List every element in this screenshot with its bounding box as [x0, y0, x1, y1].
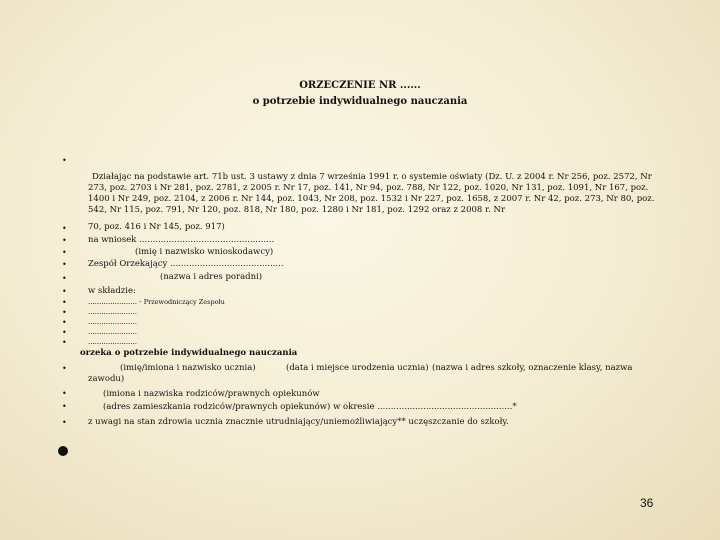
- bullet: •: [62, 156, 67, 165]
- member-line: ......................: [88, 308, 137, 316]
- bullet: •: [62, 248, 67, 257]
- member-line: ......................: [88, 338, 137, 346]
- composition-label: w składzie:: [88, 286, 136, 296]
- address-caption: (adres zamieszkania rodziców/prawnych opiekunów) w okresie ..................................................*: [103, 402, 517, 412]
- member-line: ...................... - Przewodniczący Zespołu: [88, 298, 225, 306]
- bullet: •: [62, 298, 67, 307]
- document-subtitle: o potrzebie indywidualnego nauczania: [252, 96, 468, 107]
- bullet: •: [62, 328, 67, 337]
- bullet: •: [62, 308, 67, 317]
- bullet: •: [62, 418, 67, 427]
- member-role: Przewodniczący Zespołu: [143, 298, 225, 306]
- school-caption: (nazwa i adres szkoły, oznaczenie klasy, nazwa zawodu): [88, 363, 633, 384]
- decision-line: orzeka o potrzebie indywidualnego nauczania: [80, 348, 298, 358]
- legal-basis-paragraph: Działając na podstawie art. 71b ust. 3 ustawy z dnia 7 września 1991 r. o systemie oświaty (Dz. U. z 2004 r. Nr 256, poz. 2572, Nr 273, poz. 2703 i Nr 281, poz. 2781, z 2005 r. Nr 17, poz. 141, Nr 94, poz. 788, Nr 122, poz. 1020, Nr 131, poz. 1091, Nr 167, poz. 1400 i Nr 249, poz. 2104, z 2006 r. Nr 144, poz. 1043, Nr 208, poz. 1532 i Nr 227, poz. 1658, z 2007 r. Nr 42, poz. 273, Nr 80, poz. 542, Nr 115, poz. 791, Nr 120, poz. 818, Nr 180, poz. 1280 i Nr 181, poz. 1292 oraz z 2008 r. Nr: [88, 172, 655, 215]
- birth-caption: (data i miejsce urodzenia ucznia): [286, 363, 429, 373]
- bullet: •: [62, 260, 67, 269]
- team-line: Zespół Orzekający ..........................................: [88, 259, 284, 269]
- reason-line: z uwagi na stan zdrowia ucznia znacznie utrudniający/uniemożliwiający** uczęszczanie do szkoły.: [88, 417, 509, 427]
- bullet: •: [62, 274, 67, 283]
- bullet: •: [62, 236, 67, 245]
- member-line: ......................: [88, 328, 137, 336]
- large-bullet: [58, 446, 68, 456]
- clinic-caption: (nazwa i adres poradni): [160, 272, 263, 282]
- bullet: •: [62, 364, 67, 373]
- document-title: ORZECZENIE NR ......: [299, 80, 421, 91]
- requester-caption: (imię i nazwisko wnioskodawcy): [135, 247, 274, 257]
- bullet: •: [62, 402, 67, 411]
- legal-basis-continuation: 70, poz. 416 i Nr 145, poz. 917): [88, 222, 225, 232]
- student-caption: (imię/imiona i nazwisko ucznia): [120, 363, 256, 373]
- parents-caption: (imiona i nazwiska rodziców/prawnych opiekunów: [103, 389, 320, 399]
- bullet: •: [62, 287, 67, 296]
- page-number: 36: [640, 496, 654, 510]
- request-line: na wniosek ..................................................: [88, 235, 275, 245]
- bullet: •: [62, 224, 67, 233]
- member-line: ......................: [88, 318, 137, 326]
- bullet: •: [62, 318, 67, 327]
- bullet: •: [62, 389, 67, 398]
- bullet: •: [62, 338, 67, 347]
